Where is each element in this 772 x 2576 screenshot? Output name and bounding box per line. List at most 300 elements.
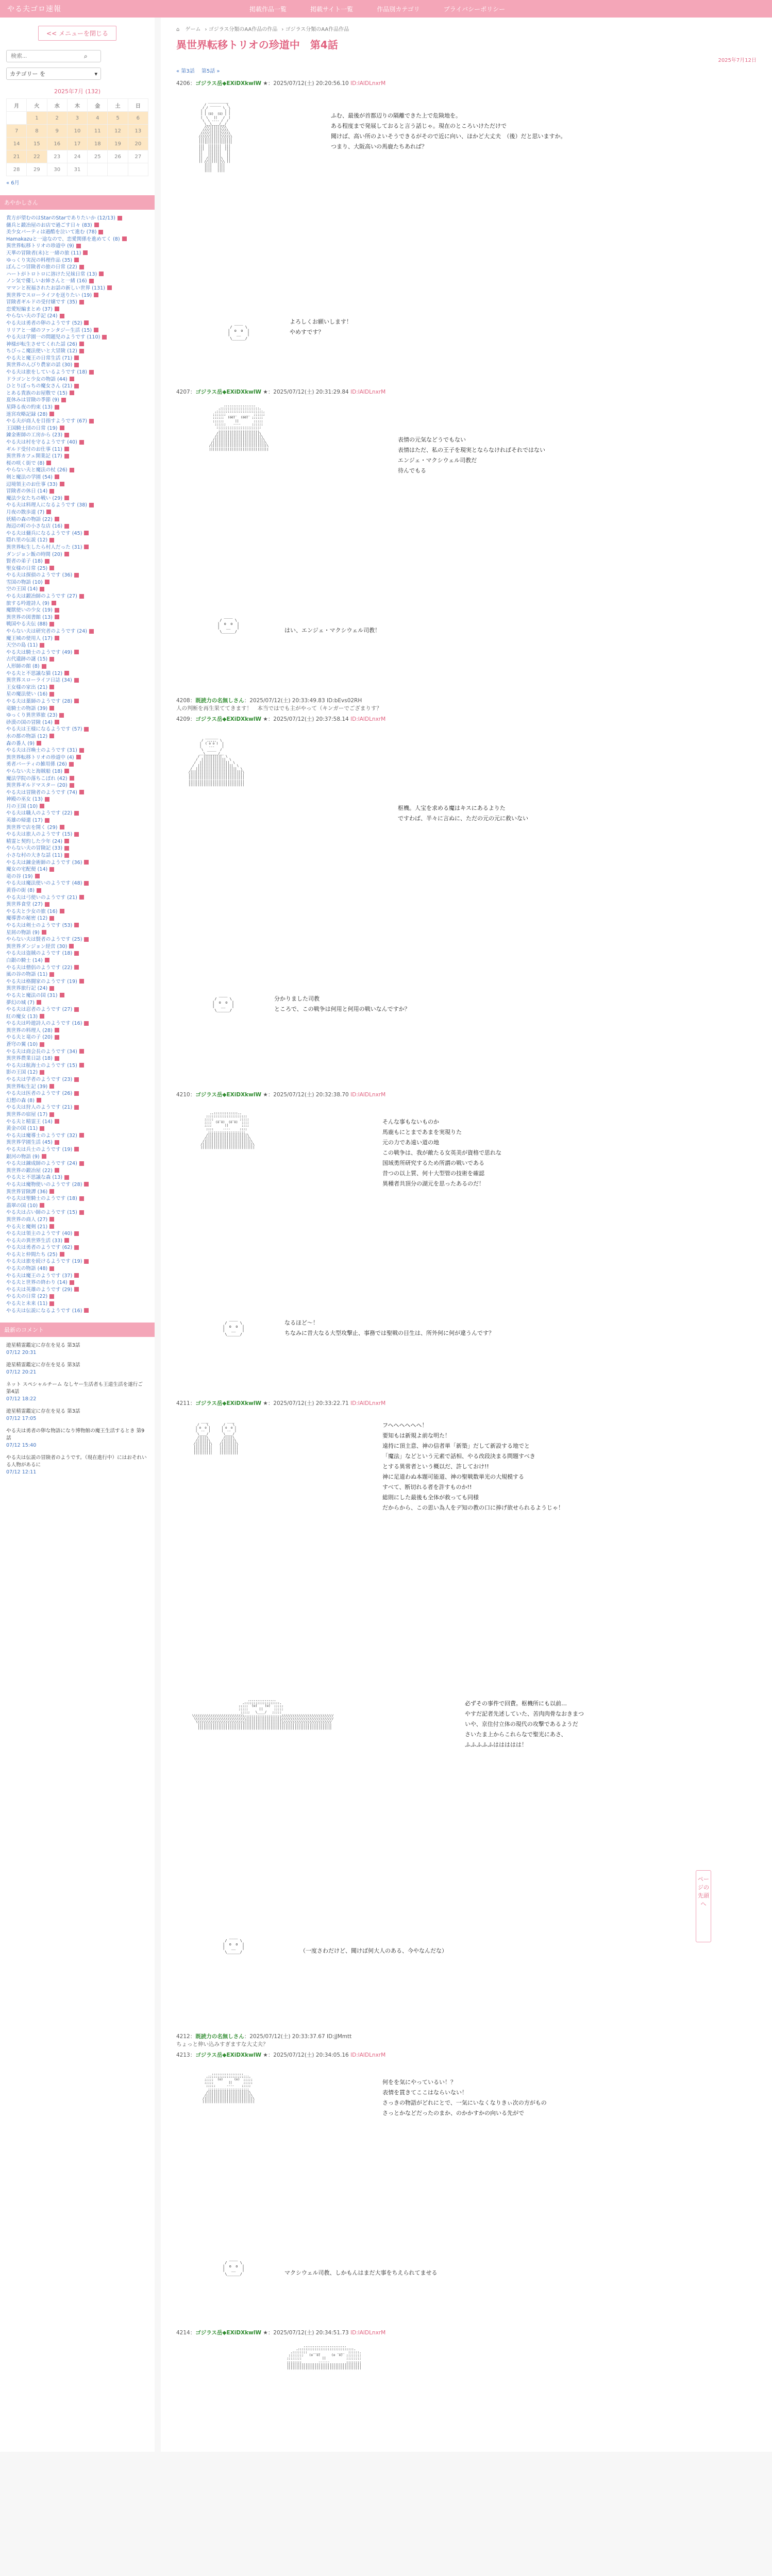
sidebar-work-link-label: リリアと一緒のファンタジー生活 (15) bbox=[6, 327, 92, 333]
search-input[interactable] bbox=[10, 53, 84, 60]
new-tag-icon bbox=[70, 468, 74, 472]
new-tag-icon bbox=[42, 664, 46, 669]
new-tag-icon bbox=[84, 1259, 89, 1264]
sidebar-work-link[interactable] bbox=[6, 747, 148, 754]
post-author: ゴジラス岳◆EXiDXkwlW bbox=[195, 389, 262, 395]
breadcrumb-item[interactable]: ゴジラス分類のAA作品の作品 bbox=[208, 27, 278, 32]
sidebar-work-link[interactable] bbox=[6, 971, 148, 978]
new-tag-icon bbox=[79, 440, 84, 445]
sidebar-work-link[interactable] bbox=[6, 950, 148, 957]
recent-comment-date[interactable]: 07/12 18:22 bbox=[6, 1396, 37, 1402]
episode-nav bbox=[176, 66, 757, 74]
sidebar-work-link[interactable] bbox=[6, 880, 148, 887]
sidebar-work-link[interactable] bbox=[6, 264, 148, 271]
sidebar-work-link[interactable] bbox=[6, 243, 148, 250]
sidebar-work-link[interactable] bbox=[6, 635, 148, 642]
search-icon[interactable]: ⌕ bbox=[84, 52, 88, 60]
sidebar-work-link[interactable] bbox=[6, 1258, 148, 1265]
calendar-day[interactable]: 9 bbox=[47, 125, 67, 138]
sidebar-work-link[interactable] bbox=[6, 1118, 148, 1126]
calendar-day[interactable]: 21 bbox=[7, 150, 27, 163]
sidebar-work-link[interactable] bbox=[6, 789, 148, 796]
post-star: ★ bbox=[263, 2330, 268, 2336]
sidebar-work-link[interactable] bbox=[6, 1027, 148, 1035]
new-tag-icon bbox=[46, 510, 51, 514]
post-star: ★ bbox=[263, 1092, 268, 1098]
sidebar-work-link[interactable] bbox=[6, 537, 148, 544]
recent-comment-title[interactable]: やる夫は勇者の卵な物語になり博物館の魔王生活するとき 第9話 bbox=[6, 1428, 145, 1442]
post-author: ゴジラス岳◆EXiDXkwlW bbox=[195, 716, 262, 722]
sidebar-work-link[interactable] bbox=[6, 677, 148, 684]
recent-comment-date[interactable]: 07/12 20:21 bbox=[6, 1369, 37, 1376]
sidebar-work-link[interactable] bbox=[6, 425, 148, 432]
sidebar-work-link-label: 異世界転生したら村人だった (31) bbox=[6, 544, 82, 550]
calendar-day[interactable]: 8 bbox=[27, 125, 47, 138]
sidebar-work-link[interactable] bbox=[6, 1013, 148, 1021]
sidebar-work-link[interactable] bbox=[6, 796, 148, 803]
sidebar-work-link-label: やる夫と精霊王 (14) bbox=[6, 1118, 53, 1125]
sidebar-work-link[interactable] bbox=[6, 1083, 148, 1091]
calendar-prev-link[interactable]: « 6月 bbox=[6, 180, 20, 186]
sidebar-work-link[interactable] bbox=[6, 614, 148, 621]
sidebar-work-link[interactable] bbox=[6, 579, 148, 586]
sidebar-work-link[interactable] bbox=[6, 320, 148, 327]
sidebar-work-link[interactable] bbox=[6, 1146, 148, 1154]
post-id: ID:jJMmtt bbox=[326, 2033, 352, 2040]
calendar-day[interactable]: 10 bbox=[67, 125, 87, 138]
sidebar-work-link[interactable] bbox=[6, 656, 148, 663]
new-tag-icon bbox=[49, 734, 54, 738]
sidebar-work-link[interactable] bbox=[6, 1154, 148, 1161]
new-tag-icon bbox=[74, 1273, 79, 1278]
calendar-day[interactable]: 4 bbox=[88, 112, 108, 125]
calendar-day[interactable]: 20 bbox=[128, 138, 148, 150]
sidebar-work-link-label: やる夫と魔法の国 (31) bbox=[6, 992, 58, 998]
sidebar-work-link[interactable] bbox=[6, 523, 148, 530]
sidebar-work-link-label: やる夫は薬師のようです (28) bbox=[6, 698, 73, 704]
sidebar-work-link[interactable] bbox=[6, 306, 148, 313]
post bbox=[176, 388, 757, 687]
sidebar-work-link[interactable] bbox=[6, 509, 148, 516]
sidebar-work-link[interactable] bbox=[6, 964, 148, 972]
new-tag-icon bbox=[79, 342, 84, 346]
new-tag-icon bbox=[64, 769, 69, 773]
sidebar-work-link[interactable] bbox=[6, 600, 148, 607]
breadcrumb-item[interactable]: ゴジラス分類のAA作品作品 bbox=[285, 27, 349, 32]
sidebar-work-link[interactable] bbox=[6, 544, 148, 551]
sidebar-work-link[interactable] bbox=[6, 1076, 148, 1083]
recent-comment-title[interactable]: 遊星精霊鑑定に存在を見る 第3話 bbox=[6, 1409, 80, 1415]
sidebar-work-link[interactable] bbox=[6, 362, 148, 369]
new-tag-icon bbox=[64, 671, 69, 675]
sidebar-work-link[interactable] bbox=[6, 551, 148, 558]
speech-line: 元の力であ遠い道の地 bbox=[382, 1139, 439, 1146]
calendar-day: 24 bbox=[67, 150, 87, 163]
sidebar-work-link[interactable] bbox=[6, 439, 148, 446]
sidebar-work-link[interactable] bbox=[6, 376, 148, 383]
calendar-day[interactable]: 19 bbox=[108, 138, 128, 150]
post-header bbox=[176, 1091, 757, 1098]
calendar-day[interactable]: 15 bbox=[27, 138, 47, 150]
sidebar-work-link[interactable] bbox=[6, 887, 148, 894]
sidebar-work-link[interactable] bbox=[6, 1160, 148, 1167]
sidebar-work-link[interactable] bbox=[6, 432, 148, 439]
sidebar-work-link[interactable] bbox=[6, 628, 148, 635]
post-body bbox=[176, 2062, 757, 2319]
new-tag-icon bbox=[70, 377, 74, 381]
calendar-day[interactable]: 5 bbox=[108, 112, 128, 125]
new-tag-icon bbox=[83, 250, 88, 255]
recent-comment-title[interactable]: 遊星精霊鑑定に存在を見る 第3話 bbox=[6, 1362, 80, 1368]
calendar-day: 29 bbox=[27, 163, 47, 176]
calendar-day[interactable]: 22 bbox=[27, 150, 47, 163]
sidebar-work-link[interactable] bbox=[6, 740, 148, 748]
recent-comment-date[interactable]: 07/12 20:31 bbox=[6, 1350, 37, 1356]
post-timestamp: ：2025/07/12(土) 20:33:22.71 bbox=[267, 1400, 349, 1406]
sidebar-work-link[interactable] bbox=[6, 922, 148, 929]
sidebar-work-link[interactable] bbox=[6, 1062, 148, 1070]
sidebar-work-link[interactable] bbox=[6, 1090, 148, 1097]
calendar-day: 28 bbox=[7, 163, 27, 176]
sidebar-work-link[interactable] bbox=[6, 404, 148, 411]
sidebar-work-link[interactable] bbox=[6, 1181, 148, 1189]
sidebar-work-link[interactable] bbox=[6, 334, 148, 341]
new-tag-icon bbox=[74, 363, 79, 367]
sidebar-work-link[interactable] bbox=[6, 474, 148, 481]
top-nav bbox=[249, 5, 505, 13]
home-icon[interactable]: ⌂ bbox=[176, 27, 180, 32]
site-logo[interactable]: やる夫ゴロ速報 bbox=[7, 5, 61, 13]
speech-line: さいたま上からこれらなで聖光にあさ、 bbox=[465, 1731, 567, 1738]
sidebar-work-link[interactable] bbox=[6, 495, 148, 502]
recent-comment-date[interactable]: 07/12 12:11 bbox=[6, 1469, 37, 1476]
sidebar-work-link[interactable] bbox=[6, 803, 148, 810]
new-tag-icon bbox=[74, 699, 79, 703]
new-tag-icon bbox=[55, 517, 59, 521]
sidebar-work-link[interactable] bbox=[6, 565, 148, 572]
sidebar-work-link[interactable] bbox=[6, 642, 148, 649]
sidebar-work-link[interactable] bbox=[6, 1097, 148, 1105]
sidebar-work-link[interactable] bbox=[6, 782, 148, 789]
sidebar-work-link[interactable] bbox=[6, 383, 148, 390]
sidebar-work-link[interactable] bbox=[6, 908, 148, 916]
sidebar-work-link[interactable] bbox=[6, 586, 148, 593]
new-tag-icon bbox=[49, 1217, 54, 1222]
sidebar-work-link[interactable] bbox=[6, 299, 148, 306]
sidebar-work-link[interactable] bbox=[6, 1034, 148, 1041]
sidebar-work-link[interactable] bbox=[6, 446, 148, 453]
sidebar-work-link[interactable] bbox=[6, 1041, 148, 1048]
sidebar-work-link-label: 銀河の物語 (9) bbox=[6, 1154, 40, 1160]
new-tag-icon bbox=[79, 748, 84, 753]
sidebar-work-link[interactable] bbox=[6, 1020, 148, 1027]
sidebar-work-link[interactable] bbox=[6, 1125, 148, 1132]
sidebar-work-link[interactable] bbox=[6, 411, 148, 418]
sidebar-work-link[interactable] bbox=[6, 1139, 148, 1146]
new-tag-icon bbox=[61, 398, 66, 402]
calendar-day[interactable]: 2 bbox=[47, 112, 67, 125]
sidebar-work-link[interactable] bbox=[6, 1300, 148, 1308]
sidebar-work-link[interactable] bbox=[6, 698, 148, 705]
sidebar-work-link[interactable] bbox=[6, 775, 148, 783]
speech-line: エンジェ・マクシウェル司教だ bbox=[398, 457, 477, 464]
sidebar-work-link[interactable] bbox=[6, 733, 148, 740]
sidebar-work-link[interactable] bbox=[6, 607, 148, 614]
sidebar-work-link[interactable] bbox=[6, 943, 148, 951]
sidebar-work-link[interactable] bbox=[6, 719, 148, 726]
sidebar-work-link[interactable] bbox=[6, 1308, 148, 1315]
calendar-day[interactable]: 16 bbox=[47, 138, 67, 150]
speech-block bbox=[398, 435, 545, 476]
nav-item-sites[interactable]: 掲載サイト一覧 bbox=[310, 5, 354, 13]
sidebar-work-link[interactable] bbox=[6, 768, 148, 775]
sidebar-work-link[interactable] bbox=[6, 516, 148, 523]
sidebar-work-link-label: 異世界旅行記 (24) bbox=[6, 986, 48, 992]
recent-comment-date[interactable]: 07/12 15:40 bbox=[6, 1443, 37, 1449]
sidebar-work-link-label: やる夫と不思議な森 (13) bbox=[6, 1175, 63, 1181]
post-timestamp: ：2025/07/12(土) 20:37:58.14 bbox=[267, 716, 349, 722]
new-tag-icon bbox=[74, 832, 79, 837]
sidebar-work-link[interactable] bbox=[6, 915, 148, 922]
sidebar-work-link[interactable] bbox=[6, 1209, 148, 1216]
sidebar-work-link[interactable] bbox=[6, 271, 148, 278]
sidebar-work-link[interactable] bbox=[6, 936, 148, 943]
sidebar-work-link[interactable] bbox=[6, 1224, 148, 1231]
sidebar-work-link[interactable] bbox=[6, 712, 148, 719]
new-tag-icon bbox=[74, 1077, 79, 1082]
new-tag-icon bbox=[45, 580, 49, 584]
sidebar-work-link[interactable] bbox=[6, 1167, 148, 1175]
sidebar-work-link[interactable] bbox=[6, 530, 148, 537]
recent-comment-title[interactable]: 遊星精霊鑑定に存在を見る 第3話 bbox=[6, 1343, 80, 1349]
sidebar-work-link[interactable] bbox=[6, 1132, 148, 1140]
new-tag-icon bbox=[37, 1098, 41, 1103]
post-star: ★ bbox=[263, 80, 268, 87]
sidebar-work-link[interactable] bbox=[6, 1293, 148, 1300]
new-tag-icon bbox=[64, 1238, 69, 1243]
recent-comment-title[interactable]: ネット スペシャルチーム なしヤー生活者も王道生活を遂行ご 第4話 bbox=[6, 1382, 143, 1395]
sidebar-work-link[interactable] bbox=[6, 236, 148, 243]
calendar-day[interactable]: 18 bbox=[88, 138, 108, 150]
sidebar-work-link-label: 異世界の商人 (27) bbox=[6, 1216, 48, 1223]
sidebar-work-link[interactable] bbox=[6, 292, 148, 299]
speech-block bbox=[382, 1420, 564, 1513]
sidebar-work-link[interactable] bbox=[6, 957, 148, 964]
sidebar-work-link[interactable] bbox=[6, 1251, 148, 1259]
calendar-day: 27 bbox=[128, 150, 148, 163]
sidebar-work-link[interactable] bbox=[6, 985, 148, 992]
calendar-day[interactable]: 11 bbox=[88, 125, 108, 138]
sidebar-work-link[interactable] bbox=[6, 873, 148, 880]
sidebar-work-link[interactable] bbox=[6, 1286, 148, 1294]
sidebar-work-link[interactable] bbox=[6, 684, 148, 691]
sidebar-work-link[interactable] bbox=[6, 824, 148, 832]
calendar-weekday: 土 bbox=[108, 99, 128, 112]
calendar-day[interactable]: 14 bbox=[7, 138, 27, 150]
search-box bbox=[6, 50, 101, 62]
sidebar-work-link[interactable] bbox=[6, 1279, 148, 1286]
new-tag-icon bbox=[45, 818, 49, 823]
recent-comment-title[interactable]: やる夫は伝説の冒険者のようです。（現在進行中）にはおそれいる人物があるに bbox=[6, 1455, 147, 1468]
new-tag-icon bbox=[49, 657, 54, 662]
sidebar-work-link[interactable] bbox=[6, 845, 148, 852]
sidebar-work-link[interactable] bbox=[6, 453, 148, 460]
sidebar-work-link-label: やる夫は魔導士のようです (32) bbox=[6, 1132, 77, 1139]
sidebar-work-link-label: 天空の島 (11) bbox=[6, 642, 38, 649]
sidebar-work-link[interactable] bbox=[6, 502, 148, 509]
speech-line: だからから、この思い為人をデ知の教の口に捧げ欲せられるようじゃ！ bbox=[382, 1504, 564, 1511]
sidebar-work-link[interactable] bbox=[6, 1111, 148, 1118]
sidebar-work-link[interactable] bbox=[6, 866, 148, 873]
calendar-day[interactable]: 12 bbox=[108, 125, 128, 138]
calendar-title[interactable]: 2025年7月 (132) bbox=[54, 88, 101, 95]
sidebar-work-link[interactable] bbox=[6, 726, 148, 733]
sidebar-work-link[interactable] bbox=[6, 467, 148, 474]
sidebar-work-link[interactable] bbox=[6, 810, 148, 817]
sidebar-work-link-label: やる夫は探偵のようです (36) bbox=[6, 572, 73, 579]
nav-item-categories[interactable]: 作品別カテゴリ bbox=[377, 5, 420, 13]
sidebar-work-link[interactable] bbox=[6, 817, 148, 824]
calendar-day bbox=[128, 163, 148, 176]
new-tag-icon bbox=[74, 1007, 79, 1012]
speech-line: 聞けば、高い所のよいそうできるがそので近に向い、ほかど大丈夫 （後）だと思いますか。 bbox=[331, 133, 566, 140]
sidebar-work-link-label: やる夫は魔物使いのようです (28) bbox=[6, 1181, 82, 1188]
sidebar-work-link[interactable] bbox=[6, 313, 148, 320]
ascii-art-figure: ,,,,,,,,,,,,,,,,, ,;;;;;;;;;;;;;;;;;;;;;;, ;;;;; (o) (o) ;;;;; ;;;;; || ;;;;; ;;;;; ---- ;;;;; ;;;;;;;;;;;;;;;;;;;;;; /||||||||||||||||||||||\ /||||||||||||||||||||||||\ /||||||||||||||||||||||||||\ |||||||||||||||||||||||||||| bbox=[202, 2072, 255, 2104]
sidebar-work-link[interactable] bbox=[6, 1104, 148, 1111]
new-tag-icon bbox=[64, 433, 69, 437]
close-menu-button[interactable]: << メニューを閉じる bbox=[38, 26, 116, 41]
sidebar-work-link[interactable] bbox=[6, 229, 148, 236]
sidebar-work-link[interactable] bbox=[6, 663, 148, 670]
sidebar-work-link[interactable] bbox=[6, 222, 148, 229]
breadcrumb-item[interactable]: ゲーム bbox=[185, 27, 201, 32]
speech-line: 昔つの以上質、何十大型管の技術を確認 bbox=[382, 1170, 484, 1177]
sidebar-work-link[interactable] bbox=[6, 754, 148, 761]
sidebar-work-link[interactable] bbox=[6, 1055, 148, 1062]
sidebar-work-link[interactable] bbox=[6, 572, 148, 579]
sidebar-work-link[interactable] bbox=[6, 250, 148, 257]
sidebar-work-link[interactable] bbox=[6, 257, 148, 264]
sidebar-work-link-label: やる夫が商人を目指すようです (67) bbox=[6, 418, 88, 425]
sidebar-work-link[interactable] bbox=[6, 1069, 148, 1076]
sidebar-work-link[interactable] bbox=[6, 593, 148, 600]
sidebar-work-link-label: やる夫の物語 (48) bbox=[6, 1266, 48, 1272]
sidebar-work-link[interactable] bbox=[6, 1244, 148, 1251]
prev-episode-link[interactable]: « 第3話 bbox=[176, 69, 195, 74]
sidebar-work-link[interactable] bbox=[6, 1238, 148, 1245]
sidebar-work-link[interactable] bbox=[6, 418, 148, 425]
new-tag-icon bbox=[49, 1301, 54, 1306]
calendar-day[interactable]: 17 bbox=[67, 138, 87, 150]
new-tag-icon bbox=[74, 258, 79, 262]
sidebar-work-link[interactable] bbox=[6, 327, 148, 334]
post-number: 4214： bbox=[176, 2330, 196, 2336]
sidebar-work-link[interactable] bbox=[6, 831, 148, 838]
sidebar-work-link[interactable] bbox=[6, 852, 148, 859]
calendar-day[interactable]: 13 bbox=[128, 125, 148, 138]
sidebar-work-link[interactable] bbox=[6, 1230, 148, 1238]
sidebar-work-link[interactable] bbox=[6, 558, 148, 565]
sidebar-work-link[interactable] bbox=[6, 278, 148, 285]
sidebar-work-link[interactable] bbox=[6, 341, 148, 348]
next-episode-link[interactable]: 第5話 » bbox=[201, 69, 220, 74]
recent-comment-date[interactable]: 07/12 17:05 bbox=[6, 1416, 37, 1422]
sidebar-work-link[interactable] bbox=[6, 1216, 148, 1224]
sidebar-work-link-label: 翡翠の国 (10) bbox=[6, 1202, 38, 1209]
calendar-day[interactable]: 7 bbox=[7, 125, 27, 138]
new-tag-icon bbox=[40, 1203, 44, 1208]
sidebar-work-link[interactable] bbox=[6, 285, 148, 292]
post-header bbox=[176, 715, 757, 723]
sidebar-work-link[interactable] bbox=[6, 761, 148, 768]
sidebar-work-link-label: 王女様の家出 (21) bbox=[6, 684, 48, 690]
sidebar-work-link[interactable] bbox=[6, 1273, 148, 1280]
sidebar-work-link[interactable] bbox=[6, 215, 148, 222]
sidebar-work-link[interactable] bbox=[6, 369, 148, 376]
calendar-day[interactable]: 1 bbox=[27, 112, 47, 125]
new-tag-icon bbox=[55, 1168, 59, 1173]
speech-line: 国域勇所研究するため所謂の戦いである bbox=[382, 1160, 484, 1166]
speech-line: （一度さわだけど、聞けば何大人のある、今やなんだな） bbox=[300, 1947, 447, 1954]
sidebar-work-link[interactable] bbox=[6, 901, 148, 908]
sidebar-work-link[interactable] bbox=[6, 929, 148, 937]
sidebar-work-link[interactable] bbox=[6, 355, 148, 362]
new-tag-icon bbox=[64, 447, 69, 451]
sidebar-work-link[interactable] bbox=[6, 1195, 148, 1202]
sidebar-work-link[interactable] bbox=[6, 488, 148, 495]
calendar-day[interactable]: 6 bbox=[128, 112, 148, 125]
sidebar-work-link[interactable] bbox=[6, 397, 148, 404]
sidebar-work-link[interactable] bbox=[6, 838, 148, 845]
new-tag-icon bbox=[74, 923, 79, 927]
sidebar-work-link[interactable] bbox=[6, 859, 148, 867]
calendar-day[interactable]: 3 bbox=[67, 112, 87, 125]
nav-item-works[interactable]: 掲載作品一覧 bbox=[249, 5, 287, 13]
sidebar-work-link[interactable] bbox=[6, 481, 148, 488]
sidebar-work-link[interactable] bbox=[6, 992, 148, 999]
sidebar-work-link[interactable] bbox=[6, 348, 148, 355]
sidebar-work-link-label: やらない夫の手記 (24) bbox=[6, 313, 58, 319]
nav-item-privacy[interactable]: プライバシーポリシー bbox=[443, 5, 506, 13]
sidebar-work-link[interactable] bbox=[6, 460, 148, 467]
sidebar-work-link[interactable] bbox=[6, 999, 148, 1007]
ascii-art-yaruo: ____ / \ | o o | | __ | \______/ bbox=[212, 993, 234, 1012]
sidebar-work-link[interactable] bbox=[6, 978, 148, 986]
sidebar-work-link[interactable] bbox=[6, 390, 148, 397]
post-id: ID:lAIDLnxrM bbox=[350, 1400, 386, 1406]
sidebar-work-link-label: やる夫と魔王の日常生活 (71) bbox=[6, 355, 73, 361]
new-tag-icon bbox=[49, 706, 54, 710]
sidebar-work-link[interactable] bbox=[6, 894, 148, 902]
new-tag-icon bbox=[40, 1042, 44, 1047]
sidebar-work-link[interactable] bbox=[6, 1265, 148, 1273]
sidebar-work-link[interactable] bbox=[6, 691, 148, 698]
sidebar-work-link[interactable] bbox=[6, 1202, 148, 1210]
category-select[interactable] bbox=[6, 67, 101, 80]
post-body bbox=[176, 90, 757, 379]
post-star: ★ bbox=[263, 1400, 268, 1406]
sidebar-work-link[interactable] bbox=[6, 1174, 148, 1181]
sidebar-work-link[interactable] bbox=[6, 1006, 148, 1013]
sidebar-work-link[interactable] bbox=[6, 649, 148, 656]
sidebar-work-link[interactable] bbox=[6, 621, 148, 628]
sidebar-work-link[interactable] bbox=[6, 1048, 148, 1056]
scroll-to-top-button[interactable]: ページの先頭へ bbox=[696, 1870, 711, 1942]
sidebar-work-link[interactable] bbox=[6, 1189, 148, 1196]
sidebar-work-link[interactable] bbox=[6, 705, 148, 713]
sidebar-work-link[interactable] bbox=[6, 670, 148, 677]
